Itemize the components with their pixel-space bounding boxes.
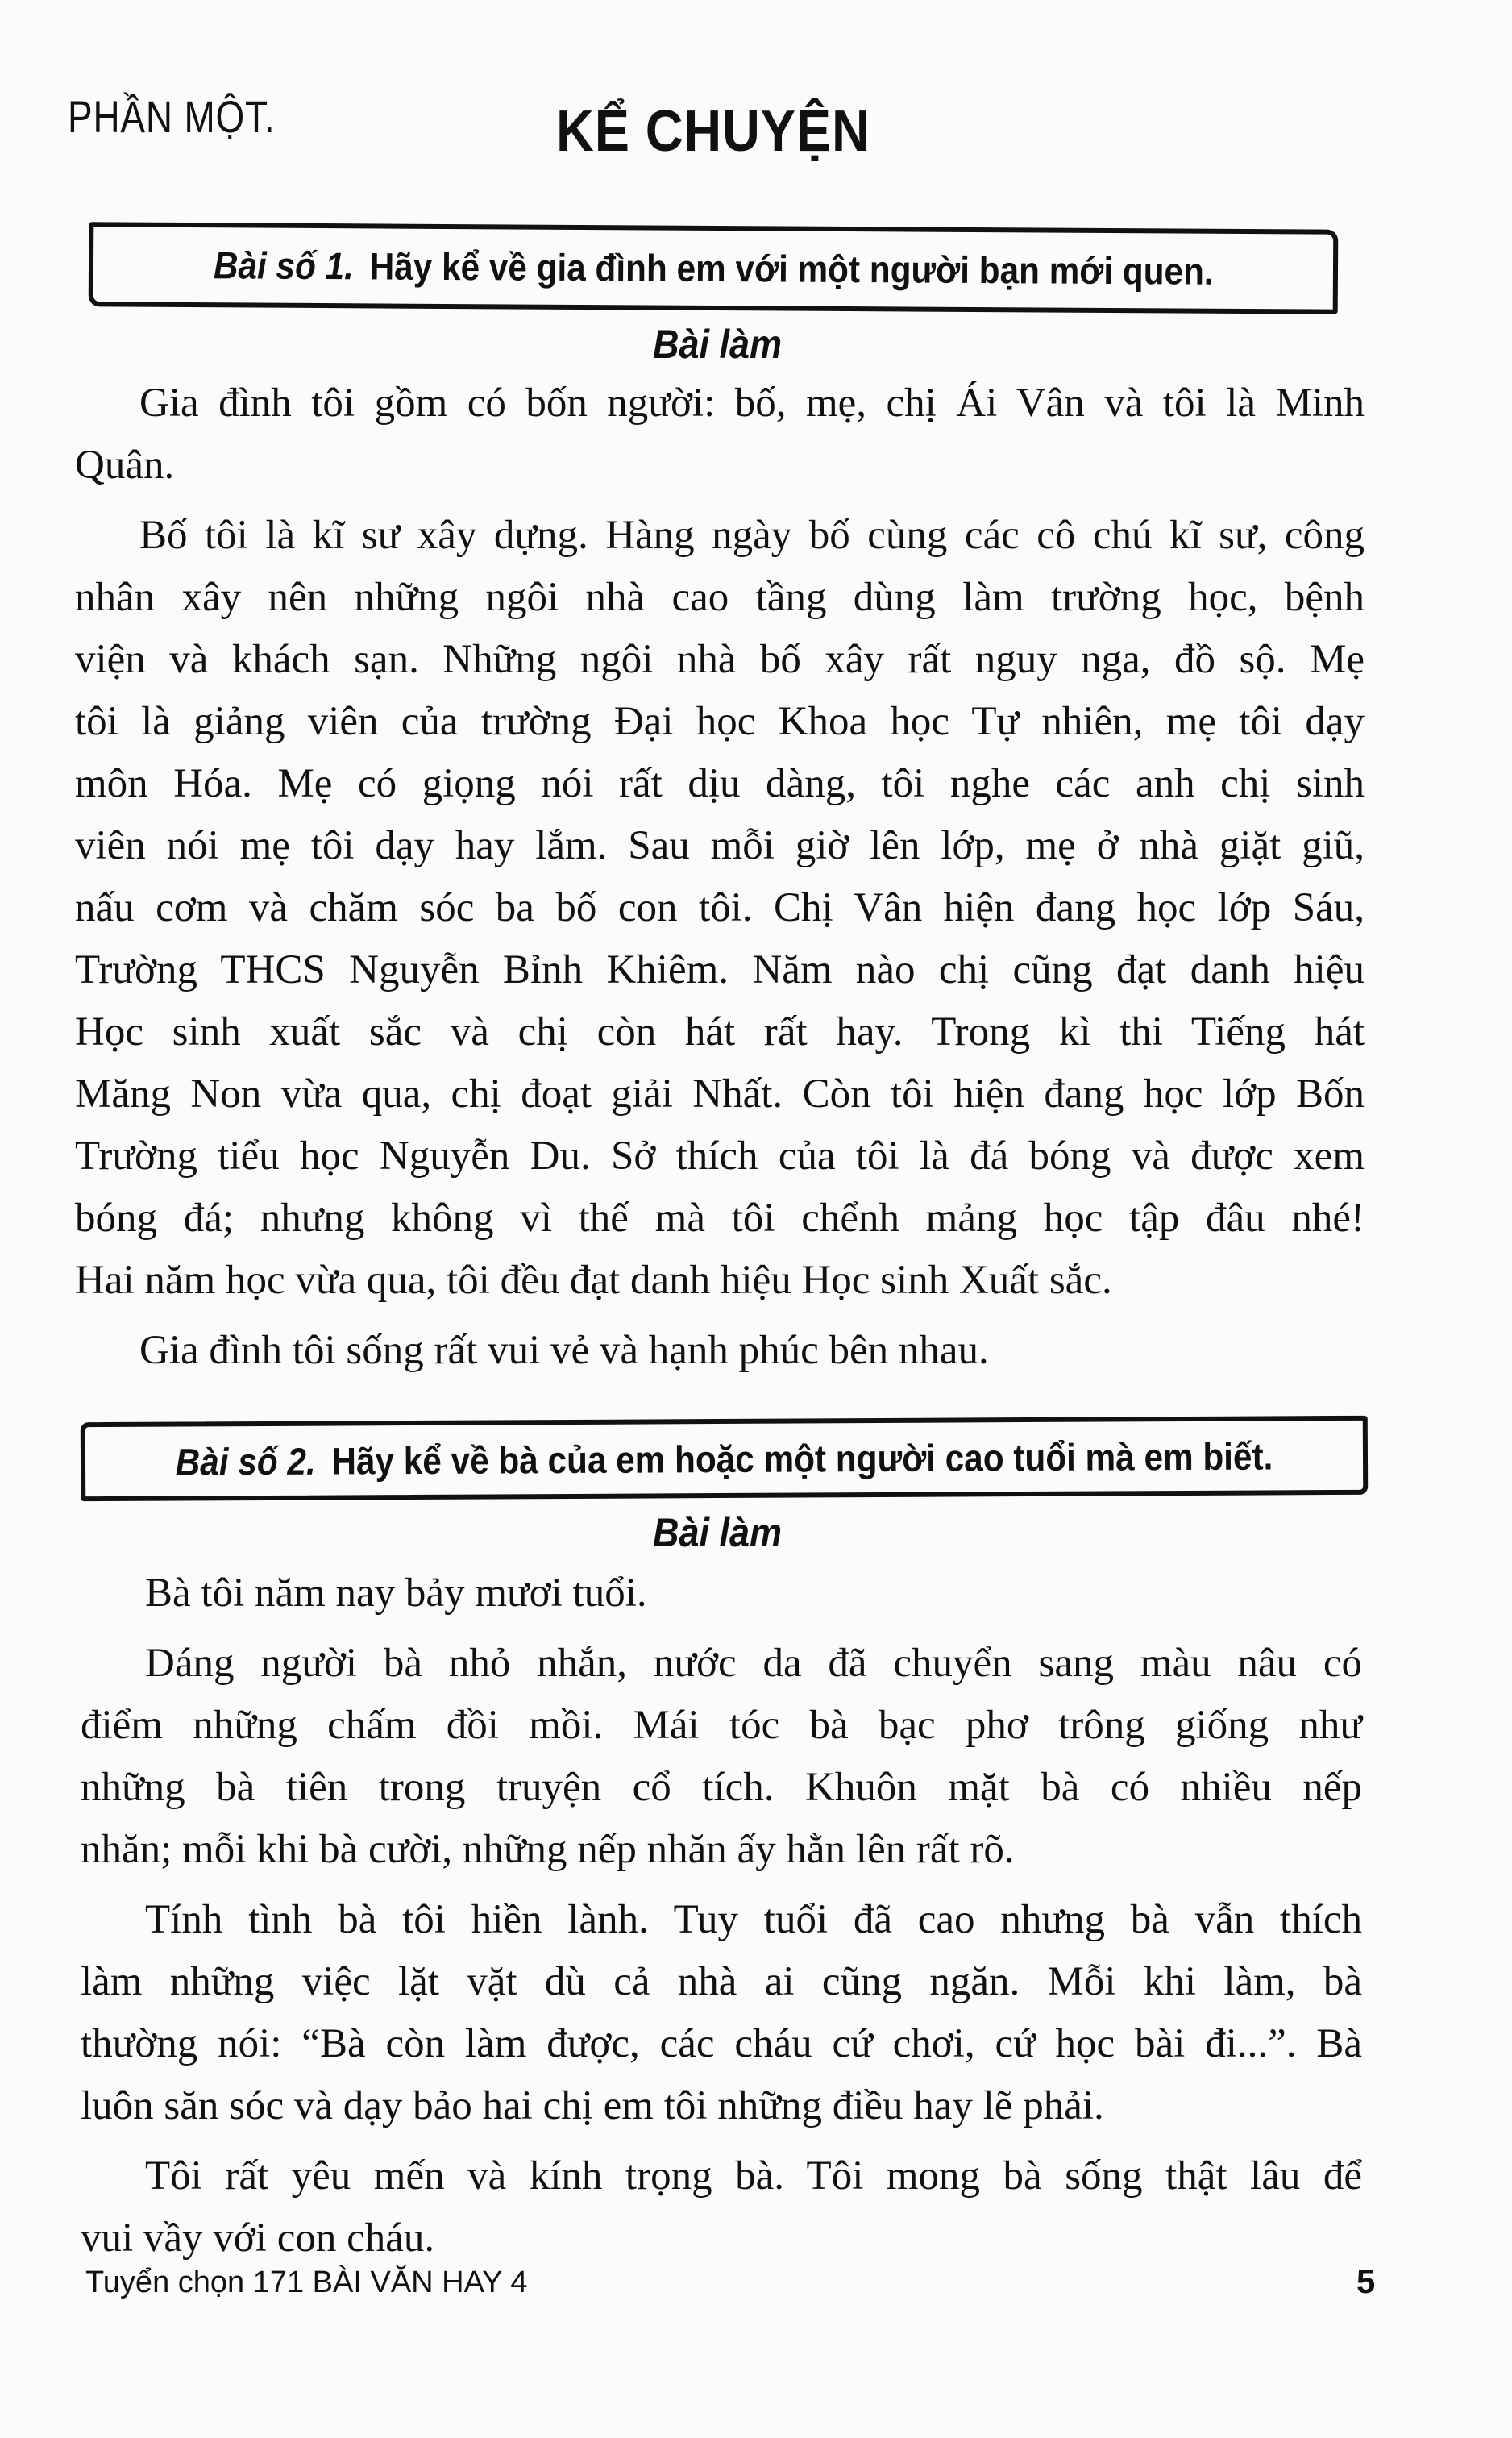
exercise-prompt: Hãy kể về gia đình em với một người bạn mới quen. (369, 244, 1214, 293)
text-line: những bà tiên trong truyện cổ tích. Khuôn mặt bà có nhiều nếp (81, 1765, 1362, 1810)
part-heading: PHẦN MỘT. (68, 91, 276, 142)
text-line: Hai năm học vừa qua, tôi đều đạt danh hiệu Học sinh Xuất sắc. (75, 1258, 1112, 1303)
exercise-prompt: Hãy kể về bà của em hoặc một người cao tuổi mà em biết. (331, 1433, 1273, 1483)
paragraph (81, 1633, 1362, 1881)
text-line: môn Hóa. Mẹ có giọng nói rất dịu dàng, tôi nghe các anh chị sinh (75, 761, 1365, 806)
text-line: vui vầy với con cháu. (81, 2215, 435, 2261)
text-line: Quân. (75, 443, 175, 488)
text-line: Trường THCS Nguyễn Bỉnh Khiêm. Năm nào chị cũng đạt danh hiệu (75, 947, 1365, 992)
text-line: làm những việc lặt vặt dù cả nhà ai cũng ngăn. Mỗi khi làm, bà (81, 1959, 1362, 2004)
text-line: luôn săn sóc và dạy bảo hai chị em tôi những điều hay lẽ phải. (81, 2083, 1104, 2128)
exercise-number: Bài số 1. (213, 243, 354, 288)
text-line: Tính tình bà tôi hiền lành. Tuy tuổi đã cao nhưng bà vẫn thích (145, 1897, 1362, 1942)
text-line: điểm những chấm đồi mồi. Mái tóc bà bạc phơ trông giống như (81, 1703, 1362, 1748)
text-line: viện và khách sạn. Những ngôi nhà bố xây rất nguy nga, đồ sộ. Mẹ (75, 637, 1365, 682)
text-line: viên nói mẹ tôi dạy hay lắm. Sau mỗi giờ lên lớp, mẹ ở nhà giặt giũ, (75, 823, 1365, 868)
answer-heading: Bài làm (652, 1510, 783, 1555)
text-line: Dáng người bà nhỏ nhắn, nước da đã chuyển sang màu nâu có (145, 1641, 1362, 1686)
text-line: Trường tiểu học Nguyễn Du. Sở thích của tôi là đá bóng và được xem (75, 1134, 1365, 1179)
page-number: 5 (1356, 2262, 1376, 2300)
paragraph (81, 2145, 1362, 2270)
text-line: tôi là giảng viên của trường Đại học Khoa học Tự nhiên, mẹ tôi dạy (75, 699, 1365, 744)
answer-body-1 (75, 372, 1365, 1382)
footer-book-title: Tuyển chọn 171 BÀI VĂN HAY 4 (85, 2265, 528, 2299)
exercise-1-prompt-box (89, 222, 1339, 314)
paragraph (75, 505, 1365, 1312)
paragraph (81, 1889, 1362, 2137)
text-line: nấu cơm và chăm sóc ba bố con tôi. Chị Vân hiện đang học lớp Sáu, (75, 885, 1365, 930)
text-line: Gia đình tôi gồm có bốn người: bố, mẹ, chị Ái Vân và tôi là Minh (139, 381, 1365, 426)
chapter-title: KỂ CHUYỆN (556, 99, 870, 164)
exercise-number: Bài số 2. (175, 1439, 316, 1483)
text-line: Bố tôi là kĩ sư xây dựng. Hàng ngày bố cùng các cô chú kĩ sư, công (139, 513, 1365, 558)
text-line: Măng Non vừa qua, chị đoạt giải Nhất. Còn tôi hiện đang học lớp Bốn (75, 1071, 1365, 1117)
answer-heading: Bài làm (652, 322, 783, 367)
text-line: Tôi rất yêu mến và kính trọng bà. Tôi mong bà sống thật lâu để (145, 2153, 1362, 2199)
paragraph (75, 1320, 1365, 1382)
text-line: nhăn; mỗi khi bà cười, những nếp nhăn ấy hằn lên rất rõ. (81, 1827, 1015, 1872)
paragraph (81, 1562, 1362, 1625)
text-line: Bà tôi năm nay bảy mươi tuổi. (145, 1571, 647, 1616)
text-line: Gia đình tôi sống rất vui vẻ và hạnh phúc bên nhau. (139, 1328, 989, 1373)
exercise-2-prompt-box (81, 1416, 1368, 1501)
text-line: bóng đá; nhưng không vì thế mà tôi chểnh mảng học tập đâu nhé! (75, 1196, 1365, 1241)
text-line: nhân xây nên những ngôi nhà cao tầng dùng làm trường học, bệnh (75, 575, 1365, 620)
text-line: thường nói: “Bà còn làm được, các cháu cứ chơi, cứ học bài đi...”. Bà (81, 2021, 1362, 2066)
paragraph (75, 372, 1365, 497)
answer-body-2 (81, 1562, 1362, 2270)
text-line: Học sinh xuất sắc và chị còn hát rất hay. Trong kì thi Tiếng hát (75, 1009, 1365, 1055)
